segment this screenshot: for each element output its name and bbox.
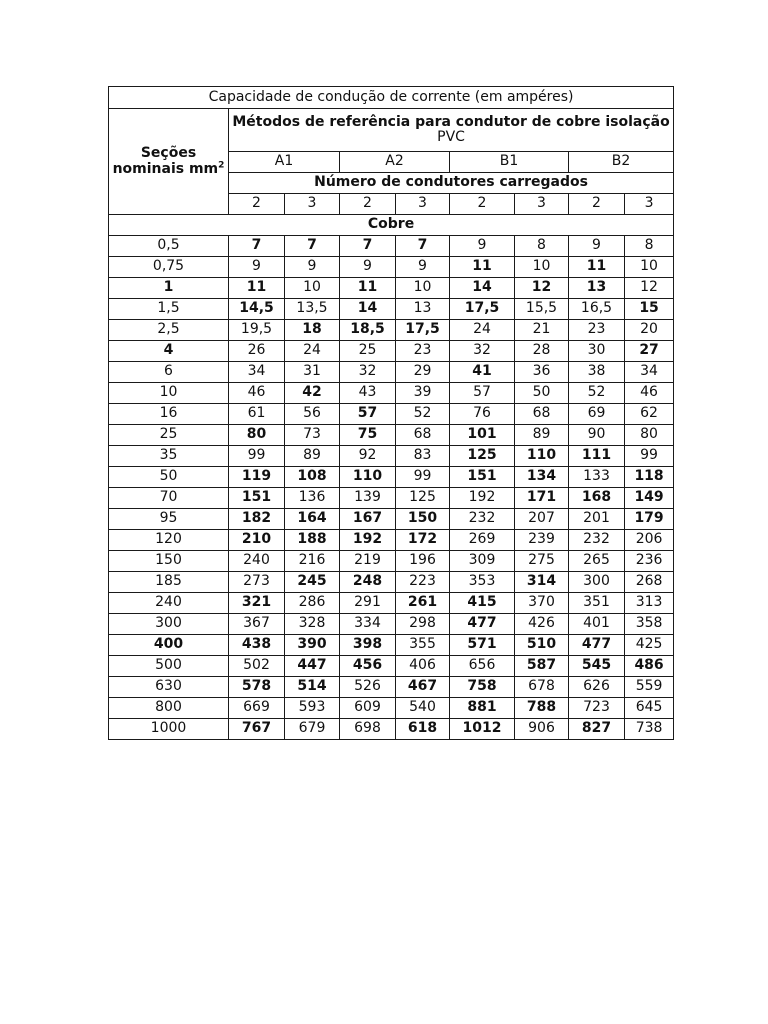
value-cell: 62 <box>625 404 674 425</box>
value-cell: 23 <box>396 341 450 362</box>
value-cell: 679 <box>285 719 340 740</box>
section-cell: 2,5 <box>109 320 229 341</box>
value-cell: 32 <box>340 362 396 383</box>
value-cell: 328 <box>285 614 340 635</box>
section-cell: 630 <box>109 677 229 698</box>
value-cell: 540 <box>396 698 450 719</box>
value-cell: 245 <box>285 572 340 593</box>
value-cell: 438 <box>229 635 285 656</box>
conductor-count: 3 <box>285 194 340 215</box>
value-cell: 9 <box>340 257 396 278</box>
value-cell: 52 <box>396 404 450 425</box>
value-cell: 46 <box>625 383 674 404</box>
value-cell: 196 <box>396 551 450 572</box>
section-cell: 70 <box>109 488 229 509</box>
value-cell: 36 <box>515 362 569 383</box>
value-cell: 223 <box>396 572 450 593</box>
section-cell: 500 <box>109 656 229 677</box>
table-row <box>109 656 674 677</box>
value-cell: 73 <box>285 425 340 446</box>
value-cell: 406 <box>396 656 450 677</box>
value-cell: 314 <box>515 572 569 593</box>
section-cell: 16 <box>109 404 229 425</box>
value-cell: 24 <box>285 341 340 362</box>
value-cell: 219 <box>340 551 396 572</box>
value-cell: 34 <box>229 362 285 383</box>
value-cell: 99 <box>396 467 450 488</box>
value-cell: 17,5 <box>396 320 450 341</box>
section-cell: 1000 <box>109 719 229 740</box>
table-row <box>109 551 674 572</box>
conductor-count: 3 <box>515 194 569 215</box>
value-cell: 12 <box>515 278 569 299</box>
value-cell: 31 <box>285 362 340 383</box>
value-cell: 171 <box>515 488 569 509</box>
insulation-label: PVC <box>437 129 465 145</box>
value-cell: 370 <box>515 593 569 614</box>
value-cell: 467 <box>396 677 450 698</box>
value-cell: 80 <box>229 425 285 446</box>
value-cell: 626 <box>569 677 625 698</box>
value-cell: 8 <box>515 236 569 257</box>
value-cell: 353 <box>450 572 515 593</box>
value-cell: 182 <box>229 509 285 530</box>
value-cell: 13 <box>569 278 625 299</box>
value-cell: 788 <box>515 698 569 719</box>
section-cell: 1 <box>109 278 229 299</box>
value-cell: 99 <box>229 446 285 467</box>
value-cell: 38 <box>569 362 625 383</box>
value-cell: 291 <box>340 593 396 614</box>
value-cell: 19,5 <box>229 320 285 341</box>
conductor-count: 2 <box>229 194 285 215</box>
table-row <box>109 677 674 698</box>
value-cell: 110 <box>340 467 396 488</box>
section-cell: 4 <box>109 341 229 362</box>
value-cell: 367 <box>229 614 285 635</box>
value-cell: 7 <box>229 236 285 257</box>
value-cell: 34 <box>625 362 674 383</box>
value-cell: 20 <box>625 320 674 341</box>
value-cell: 313 <box>625 593 674 614</box>
table-row <box>109 383 674 404</box>
value-cell: 669 <box>229 698 285 719</box>
value-cell: 827 <box>569 719 625 740</box>
value-cell: 136 <box>285 488 340 509</box>
value-cell: 21 <box>515 320 569 341</box>
value-cell: 164 <box>285 509 340 530</box>
value-cell: 25 <box>340 341 396 362</box>
value-cell: 559 <box>625 677 674 698</box>
table-title: Capacidade de condução de corrente (em ampéres) <box>109 87 674 109</box>
sections-header <box>109 109 229 215</box>
table-row <box>109 425 674 446</box>
conductor-count: 3 <box>625 194 674 215</box>
value-cell: 52 <box>569 383 625 404</box>
value-cell: 9 <box>229 257 285 278</box>
value-cell: 738 <box>625 719 674 740</box>
value-cell: 7 <box>285 236 340 257</box>
value-cell: 30 <box>569 341 625 362</box>
value-cell: 83 <box>396 446 450 467</box>
value-cell: 723 <box>569 698 625 719</box>
value-cell: 18,5 <box>340 320 396 341</box>
value-cell: 14 <box>340 299 396 320</box>
value-cell: 11 <box>229 278 285 299</box>
value-cell: 587 <box>515 656 569 677</box>
value-cell: 321 <box>229 593 285 614</box>
table-row <box>109 257 674 278</box>
value-cell: 41 <box>450 362 515 383</box>
value-cell: 188 <box>285 530 340 551</box>
section-cell: 0,75 <box>109 257 229 278</box>
value-cell: 134 <box>515 467 569 488</box>
value-cell: 57 <box>340 404 396 425</box>
section-cell: 400 <box>109 635 229 656</box>
section-cell: 300 <box>109 614 229 635</box>
value-cell: 149 <box>625 488 674 509</box>
value-cell: 90 <box>569 425 625 446</box>
section-cell: 120 <box>109 530 229 551</box>
conductor-count: 2 <box>450 194 515 215</box>
value-cell: 16,5 <box>569 299 625 320</box>
table-row <box>109 278 674 299</box>
value-cell: 92 <box>340 446 396 467</box>
value-cell: 578 <box>229 677 285 698</box>
value-cell: 678 <box>515 677 569 698</box>
value-cell: 10 <box>515 257 569 278</box>
value-cell: 300 <box>569 572 625 593</box>
value-cell: 26 <box>229 341 285 362</box>
table-row <box>109 236 674 257</box>
value-cell: 286 <box>285 593 340 614</box>
value-cell: 514 <box>285 677 340 698</box>
method-header: B1 <box>450 152 569 173</box>
value-cell: 42 <box>285 383 340 404</box>
value-cell: 334 <box>340 614 396 635</box>
section-cell: 240 <box>109 593 229 614</box>
value-cell: 351 <box>569 593 625 614</box>
value-cell: 398 <box>340 635 396 656</box>
methods-header <box>229 109 674 152</box>
table-row <box>109 446 674 467</box>
value-cell: 14 <box>450 278 515 299</box>
value-cell: 609 <box>340 698 396 719</box>
value-cell: 645 <box>625 698 674 719</box>
table-row <box>109 299 674 320</box>
value-cell: 273 <box>229 572 285 593</box>
value-cell: 172 <box>396 530 450 551</box>
value-cell: 7 <box>396 236 450 257</box>
table-row <box>109 341 674 362</box>
value-cell: 618 <box>396 719 450 740</box>
value-cell: 526 <box>340 677 396 698</box>
value-cell: 758 <box>450 677 515 698</box>
section-cell: 50 <box>109 467 229 488</box>
value-cell: 80 <box>625 425 674 446</box>
value-cell: 76 <box>450 404 515 425</box>
value-cell: 46 <box>229 383 285 404</box>
section-cell: 25 <box>109 425 229 446</box>
value-cell: 151 <box>450 467 515 488</box>
value-cell: 68 <box>396 425 450 446</box>
value-cell: 61 <box>229 404 285 425</box>
value-cell: 11 <box>569 257 625 278</box>
value-cell: 358 <box>625 614 674 635</box>
value-cell: 179 <box>625 509 674 530</box>
value-cell: 425 <box>625 635 674 656</box>
value-cell: 906 <box>515 719 569 740</box>
value-cell: 28 <box>515 341 569 362</box>
value-cell: 510 <box>515 635 569 656</box>
value-cell: 426 <box>515 614 569 635</box>
value-cell: 545 <box>569 656 625 677</box>
value-cell: 456 <box>340 656 396 677</box>
value-cell: 10 <box>625 257 674 278</box>
value-cell: 275 <box>515 551 569 572</box>
value-cell: 39 <box>396 383 450 404</box>
value-cell: 75 <box>340 425 396 446</box>
value-cell: 269 <box>450 530 515 551</box>
value-cell: 767 <box>229 719 285 740</box>
table-row <box>109 614 674 635</box>
value-cell: 89 <box>515 425 569 446</box>
table-row <box>109 320 674 341</box>
value-cell: 24 <box>450 320 515 341</box>
value-cell: 268 <box>625 572 674 593</box>
value-cell: 10 <box>285 278 340 299</box>
value-cell: 167 <box>340 509 396 530</box>
value-cell: 110 <box>515 446 569 467</box>
value-cell: 236 <box>625 551 674 572</box>
methods-label: Métodos de referência para condutor de cobre isolação <box>232 113 670 130</box>
value-cell: 201 <box>569 509 625 530</box>
value-cell: 210 <box>229 530 285 551</box>
ampacity-table <box>108 86 674 740</box>
section-cell: 35 <box>109 446 229 467</box>
value-cell: 9 <box>285 257 340 278</box>
sections-sup: 2 <box>218 159 225 170</box>
table-row <box>109 509 674 530</box>
value-cell: 111 <box>569 446 625 467</box>
value-cell: 447 <box>285 656 340 677</box>
table-row <box>109 488 674 509</box>
value-cell: 13,5 <box>285 299 340 320</box>
conductor-count: 2 <box>340 194 396 215</box>
table-row <box>109 698 674 719</box>
value-cell: 125 <box>450 446 515 467</box>
table-row <box>109 593 674 614</box>
value-cell: 69 <box>569 404 625 425</box>
value-cell: 101 <box>450 425 515 446</box>
conductors-header: Número de condutores carregados <box>229 173 674 194</box>
conductor-count: 2 <box>569 194 625 215</box>
value-cell: 265 <box>569 551 625 572</box>
value-cell: 355 <box>396 635 450 656</box>
value-cell: 415 <box>450 593 515 614</box>
value-cell: 1012 <box>450 719 515 740</box>
value-cell: 57 <box>450 383 515 404</box>
value-cell: 7 <box>340 236 396 257</box>
value-cell: 401 <box>569 614 625 635</box>
value-cell: 8 <box>625 236 674 257</box>
value-cell: 108 <box>285 467 340 488</box>
section-cell: 185 <box>109 572 229 593</box>
table-row <box>109 572 674 593</box>
value-cell: 18 <box>285 320 340 341</box>
value-cell: 17,5 <box>450 299 515 320</box>
table-row <box>109 635 674 656</box>
value-cell: 119 <box>229 467 285 488</box>
value-cell: 151 <box>229 488 285 509</box>
value-cell: 68 <box>515 404 569 425</box>
value-cell: 27 <box>625 341 674 362</box>
value-cell: 133 <box>569 467 625 488</box>
value-cell: 139 <box>340 488 396 509</box>
conductor-count: 3 <box>396 194 450 215</box>
value-cell: 15 <box>625 299 674 320</box>
value-cell: 486 <box>625 656 674 677</box>
value-cell: 9 <box>396 257 450 278</box>
value-cell: 150 <box>396 509 450 530</box>
value-cell: 125 <box>396 488 450 509</box>
method-header: A1 <box>229 152 340 173</box>
value-cell: 89 <box>285 446 340 467</box>
value-cell: 571 <box>450 635 515 656</box>
value-cell: 240 <box>229 551 285 572</box>
value-cell: 207 <box>515 509 569 530</box>
section-cell: 0,5 <box>109 236 229 257</box>
section-cell: 10 <box>109 383 229 404</box>
value-cell: 206 <box>625 530 674 551</box>
value-cell: 390 <box>285 635 340 656</box>
value-cell: 50 <box>515 383 569 404</box>
value-cell: 118 <box>625 467 674 488</box>
material-header: Cobre <box>109 215 674 236</box>
value-cell: 477 <box>569 635 625 656</box>
value-cell: 239 <box>515 530 569 551</box>
table-row <box>109 404 674 425</box>
value-cell: 298 <box>396 614 450 635</box>
value-cell: 32 <box>450 341 515 362</box>
value-cell: 11 <box>450 257 515 278</box>
value-cell: 99 <box>625 446 674 467</box>
value-cell: 248 <box>340 572 396 593</box>
value-cell: 168 <box>569 488 625 509</box>
value-cell: 593 <box>285 698 340 719</box>
sections-label: Seções nominais mm <box>112 145 219 177</box>
method-header: B2 <box>569 152 674 173</box>
value-cell: 43 <box>340 383 396 404</box>
table-row <box>109 719 674 740</box>
section-cell: 150 <box>109 551 229 572</box>
value-cell: 309 <box>450 551 515 572</box>
value-cell: 9 <box>450 236 515 257</box>
value-cell: 14,5 <box>229 299 285 320</box>
table-row <box>109 362 674 383</box>
table-row <box>109 530 674 551</box>
value-cell: 232 <box>569 530 625 551</box>
value-cell: 232 <box>450 509 515 530</box>
value-cell: 477 <box>450 614 515 635</box>
table-row <box>109 467 674 488</box>
section-cell: 6 <box>109 362 229 383</box>
value-cell: 29 <box>396 362 450 383</box>
value-cell: 56 <box>285 404 340 425</box>
value-cell: 216 <box>285 551 340 572</box>
value-cell: 192 <box>340 530 396 551</box>
value-cell: 23 <box>569 320 625 341</box>
value-cell: 10 <box>396 278 450 299</box>
section-cell: 95 <box>109 509 229 530</box>
value-cell: 261 <box>396 593 450 614</box>
method-header: A2 <box>340 152 450 173</box>
value-cell: 881 <box>450 698 515 719</box>
value-cell: 15,5 <box>515 299 569 320</box>
value-cell: 656 <box>450 656 515 677</box>
value-cell: 698 <box>340 719 396 740</box>
value-cell: 502 <box>229 656 285 677</box>
value-cell: 9 <box>569 236 625 257</box>
value-cell: 192 <box>450 488 515 509</box>
value-cell: 12 <box>625 278 674 299</box>
value-cell: 11 <box>340 278 396 299</box>
section-cell: 1,5 <box>109 299 229 320</box>
value-cell: 13 <box>396 299 450 320</box>
section-cell: 800 <box>109 698 229 719</box>
